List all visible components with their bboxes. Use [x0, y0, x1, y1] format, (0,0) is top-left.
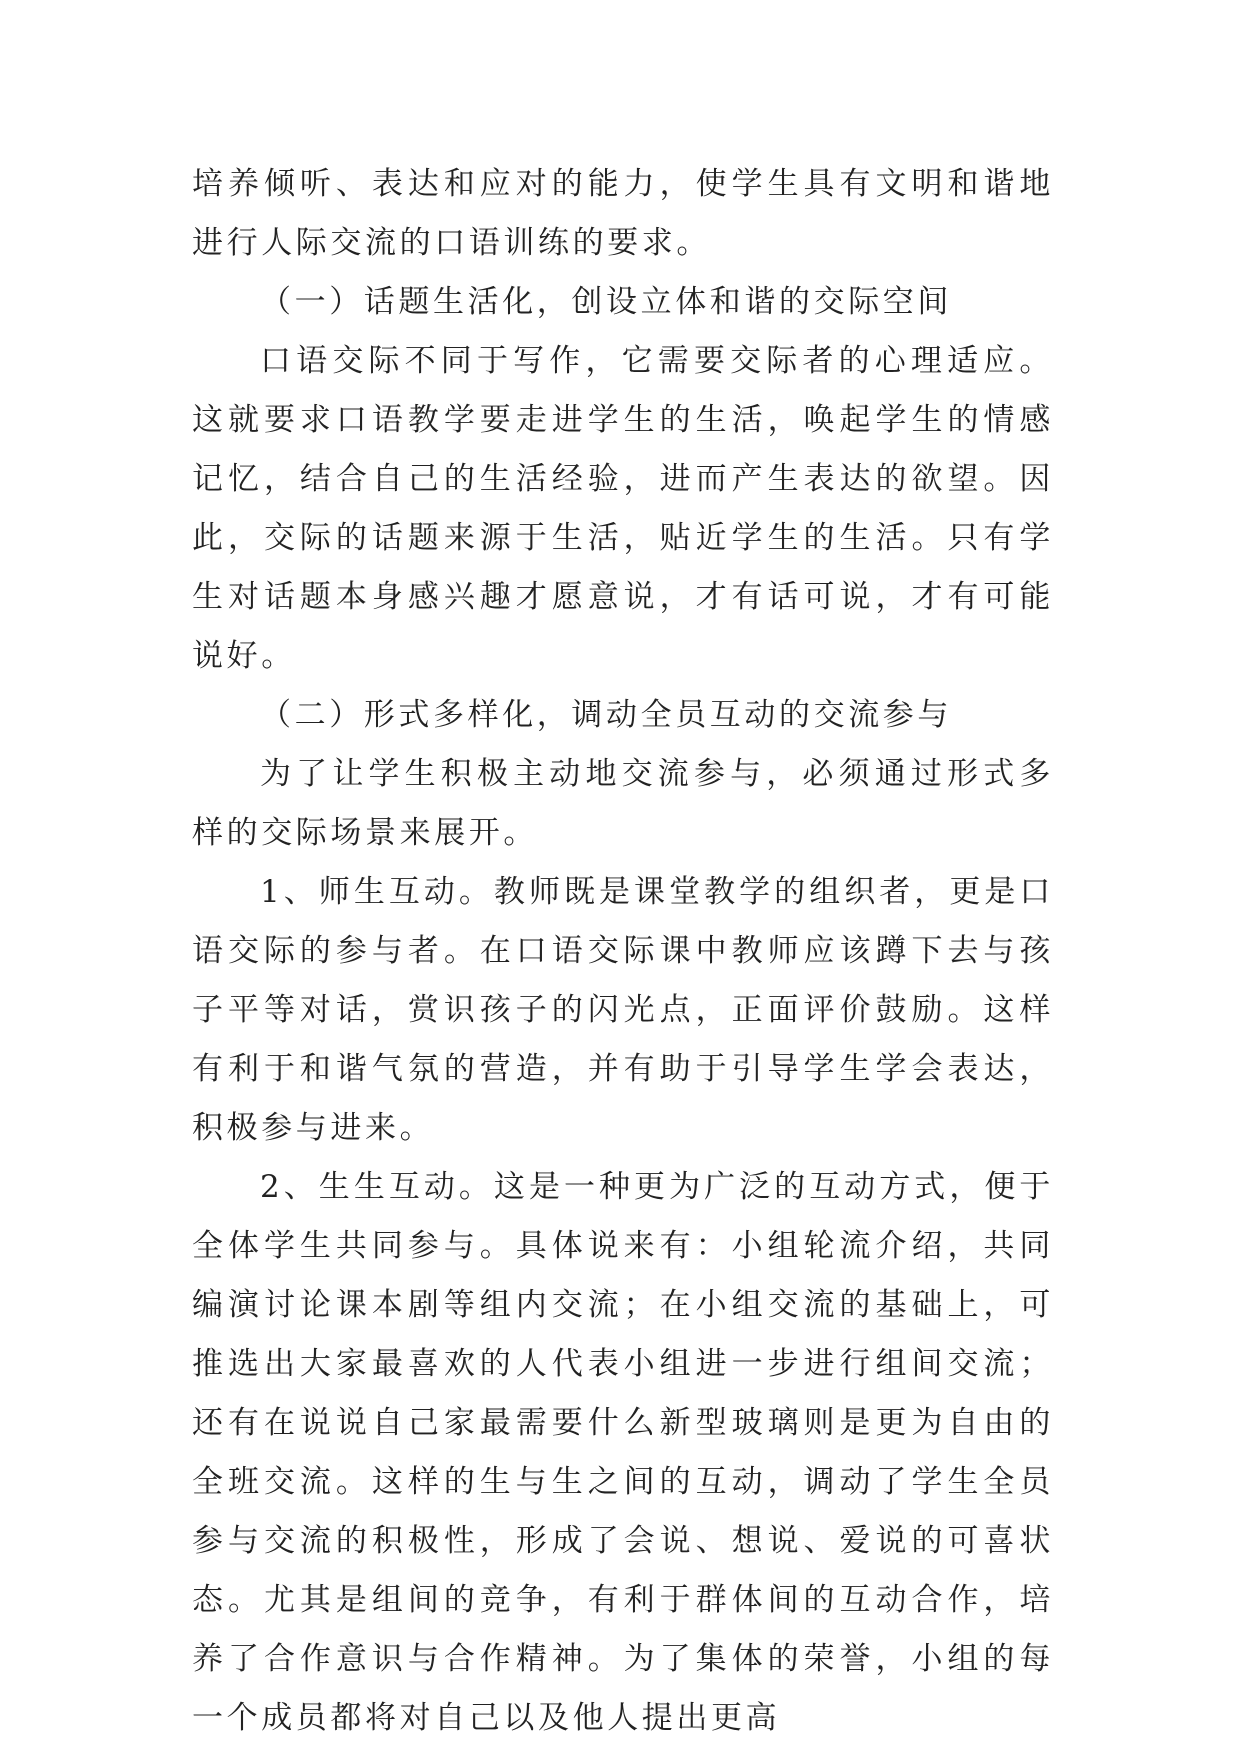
paragraph-2: 口语交际不同于写作，它需要交际者的心理适应。这就要求口语教学要走进学生的生活，唤起学生的情感记忆，结合自己的生活经验，进而产生表达的欲望。因此，交际的话题来源于生活，贴近学生的生活。只有学生对话题本身感兴趣才愿意说，才有话可说，才有可能说好。	[192, 343, 1054, 674]
paragraph-3: 为了让学生积极主动地交流参与，必须通过形式多样的交际场景来展开。	[192, 756, 1054, 851]
paragraph-5: 2、生生互动。这是一种更为广泛的互动方式，便于全体学生共同参与。具体说来有：小组轮流介绍，共同编演讨论课本剧等组内交流；在小组交流的基础上，可推选出大家最喜欢的人代表小组进一步进行组间交流；还有在说说自己家最需要什么新型玻璃则是更为自由的全班交流。这样的生与生之间的互动，调动了学生全员参与交流的积极性，形成了会说、想说、爱说的可喜状态。尤其是组间的竞争，有利于群体间的互动合作，培养了合作意识与合作精神。为了集体的荣誉，小组的每一个成员都将对自己以及他人提出更高	[192, 1169, 1054, 1736]
section-heading-2: （二）形式多样化，调动全员互动的交流参与	[260, 697, 952, 733]
document-page	[192, 155, 1054, 1748]
paragraph-4: 1、师生互动。教师既是课堂教学的组织者，更是口语交际的参与者。在口语交际课中教师应该蹲下去与孩子平等对话，赏识孩子的闪光点，正面评价鼓励。这样有利于和谐气氛的营造，并有助于引导学生学会表达，积极参与进来。	[192, 874, 1054, 1146]
paragraph-1: 培养倾听、表达和应对的能力，使学生具有文明和谐地进行人际交流的口语训练的要求。	[192, 166, 1054, 261]
section-heading-1: （一）话题生活化，创设立体和谐的交际空间	[260, 284, 952, 320]
